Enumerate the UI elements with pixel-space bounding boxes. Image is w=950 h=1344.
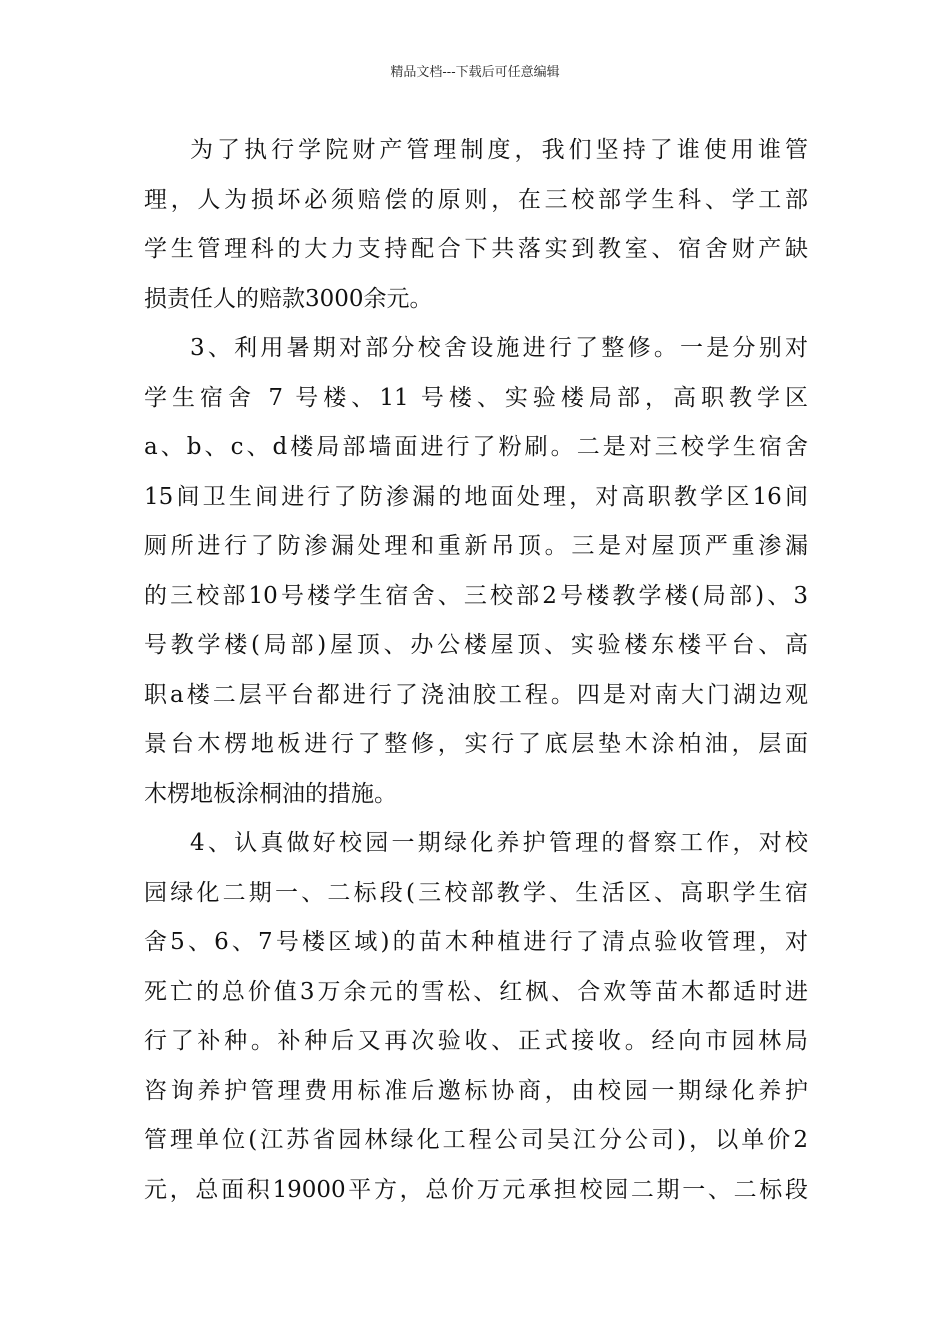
text-line: 木楞地板涂桐油的措施。 (144, 780, 397, 807)
text-line: 管理单位(江苏省园林绿化工程公司吴江分公司)，以单价2 (144, 1127, 808, 1153)
text-line: 学生管理科的大力支持配合下共落实到教室、宿舍财产缺 (144, 236, 808, 262)
text-line: 4、认真做好校园一期绿化养护管理的督察工作，对校 (190, 830, 808, 856)
text-line: 的三校部10号楼学生宿舍、三校部2号楼教学楼(局部)、3 (144, 582, 808, 609)
text-line: 职a楼二层平台都进行了浇油胶工程。四是对南大门湖边观 (144, 681, 808, 708)
text-line: 景台木楞地板进行了整修，实行了底层垫木涂柏油，层面 (144, 731, 808, 757)
text-line: 死亡的总价值3万余元的雪松、红枫、合欢等苗木都适时进 (144, 978, 808, 1005)
text-line: 学生宿舍 7 号楼、11 号楼、实验楼局部，高职教学区 (144, 384, 808, 411)
text-line: 咨询养护管理费用标准后邀标协商，由校园一期绿化养护 (144, 1077, 808, 1104)
text-line: 行了补种。补种后又再次验收、正式接收。经向市园林局 (144, 1028, 808, 1054)
text-line: 厕所进行了防渗漏处理和重新吊顶。三是对屋顶严重渗漏 (144, 533, 808, 559)
text-line: 元，总面积19000平方，总价万元承担校园二期一、二标段 (144, 1176, 808, 1203)
text-line: 15间卫生间进行了防渗漏的地面处理，对高职教学区16间 (144, 483, 808, 510)
document-body (144, 126, 808, 1215)
page-header: 精品文档---下载后可任意编辑 (390, 65, 560, 80)
text-line: 理，人为损坏必须赔偿的原则，在三校部学生科、学工部 (144, 186, 808, 213)
paragraph-greening-maintenance (144, 819, 808, 1215)
text-line: 号教学楼(局部)屋顶、办公楼屋顶、实验楼东楼平台、高 (144, 632, 808, 658)
text-line: 3、利用暑期对部分校舍设施进行了整修。一是分别对 (190, 335, 808, 361)
text-line: 损责任人的赔款3000余元。 (144, 285, 433, 312)
text-line: 园绿化二期一、二标段(三校部教学、生活区、高职学生宿 (144, 879, 808, 906)
paragraph-summer-repairs (144, 324, 808, 819)
text-line: a、b、c、d楼局部墙面进行了粉刷。二是对三校学生宿舍 (144, 434, 808, 460)
paragraph-property-management (144, 126, 808, 324)
text-line: 为了执行学院财产管理制度，我们坚持了谁使用谁管 (190, 137, 808, 163)
text-line: 舍5、6、7号楼区域)的苗木种植进行了清点验收管理，对 (144, 929, 808, 955)
